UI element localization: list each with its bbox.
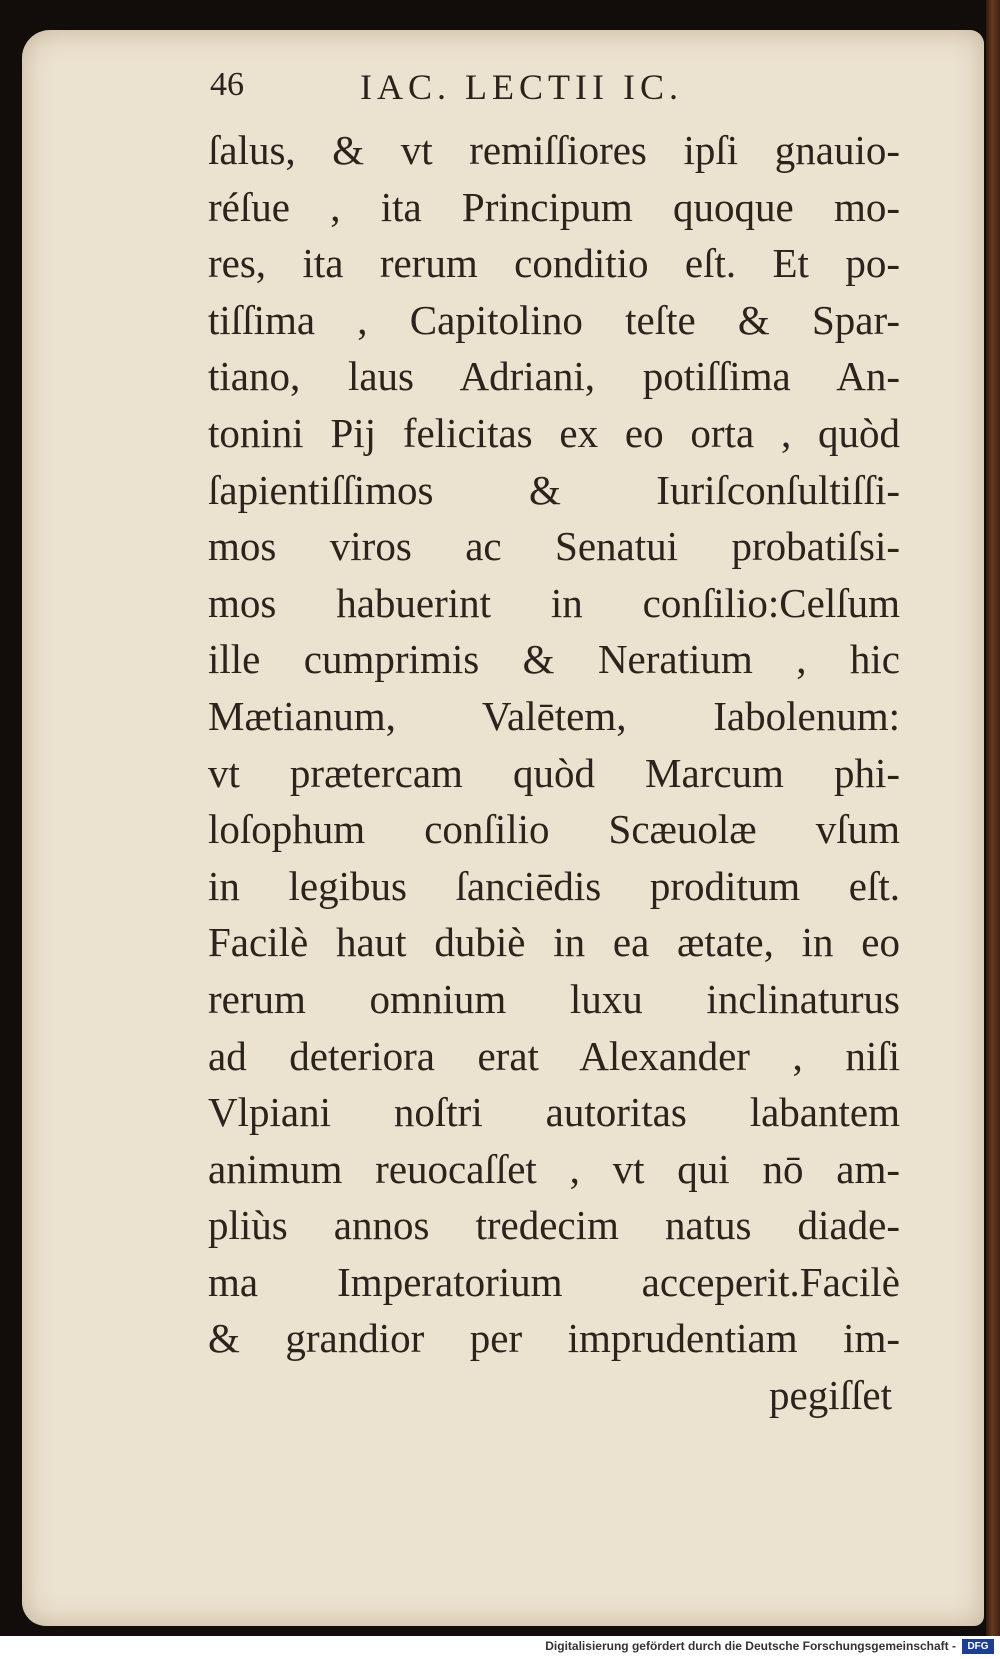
footer-bar <box>0 1636 1000 1659</box>
text-line: Vlpiani noſtri autoritas labantem <box>208 1089 900 1136</box>
running-head: IAC. LECTII IC. <box>360 67 683 107</box>
text-line: in legibus ſanciēdis proditum eſt. <box>208 862 900 909</box>
text-line: tiano, laus Adriani, potiſſima An- <box>208 353 900 400</box>
text-line: ille cumprimis & Neratium , hic <box>208 636 900 683</box>
body-text <box>208 122 900 1424</box>
text-line: ſapientiſſimos & Iuriſconſultiſſi- <box>208 466 900 513</box>
text-line: rerum omnium luxu inclinaturus <box>208 975 900 1022</box>
text-line: tonini Pij felicitas ex eo orta , quòd <box>208 409 900 456</box>
page-number: 46 <box>210 66 244 103</box>
text-line: vt prætercam quòd Marcum phi- <box>208 749 900 796</box>
text-line: res, ita rerum conditio eſt. Et po- <box>208 240 900 287</box>
text-line: ad deteriora erat Alexander , niſi <box>208 1032 900 1079</box>
dfg-logo: DFG <box>962 1639 994 1654</box>
book-binding-edge <box>986 0 1000 1636</box>
text-line: animum reuocaſſet , vt qui nō am- <box>208 1145 900 1192</box>
catchword: pegiſſet <box>769 1372 892 1419</box>
text-line: ma Imperatorium acceperit.Facilè <box>208 1258 900 1305</box>
text-line: mos viros ac Senatui probatiſsi- <box>208 523 900 570</box>
page-header <box>210 66 770 118</box>
text-line: tiſſima , Capitolino teſte & Spar- <box>208 296 900 343</box>
text-line: mos habuerint in conſilio:Celſum <box>208 579 900 626</box>
text-line: réſue , ita Principum quoque mo- <box>208 183 900 230</box>
text-line: Facilè haut dubiè in ea ætate, in eo <box>208 919 900 966</box>
digitization-credit: Digitalisierung gefördert durch die Deutsche Forschungsgemeinschaft - <box>545 1639 956 1653</box>
text-line: ſalus, & vt remiſſiores ipſi gnauio- <box>208 127 900 173</box>
text-line: & grandior per imprudentiam im- <box>208 1315 900 1362</box>
text-line: loſophum conſilio Scæuolæ vſum <box>208 806 900 853</box>
text-line: pliùs annos tredecim natus diade- <box>208 1202 900 1249</box>
text-line: Mætianum, Valētem, Iabolenum: <box>208 692 900 739</box>
